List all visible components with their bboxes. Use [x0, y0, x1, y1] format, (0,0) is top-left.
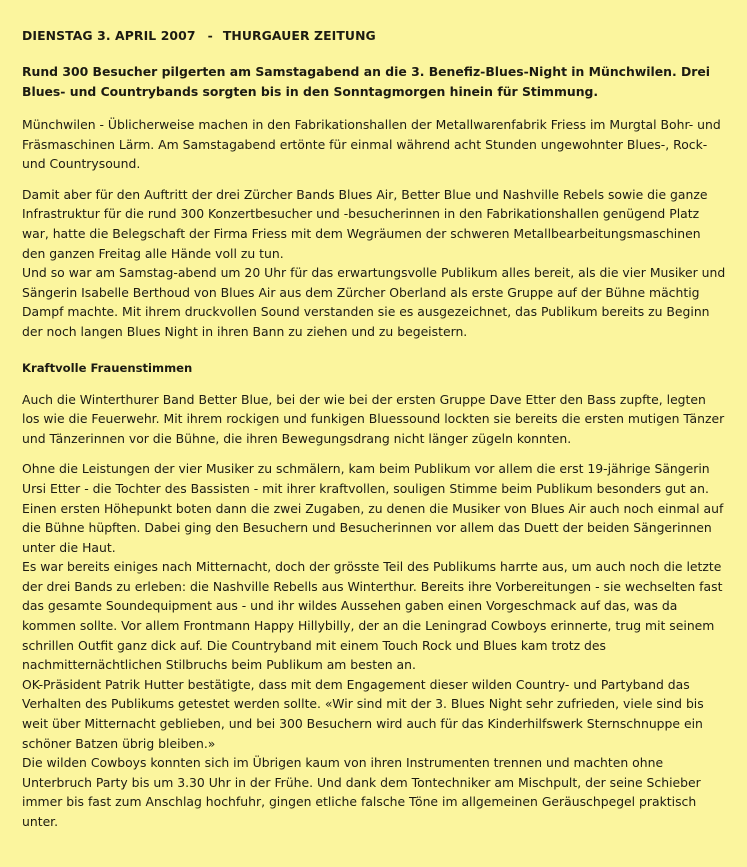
dateline: [22, 28, 727, 43]
paragraph-8: Die wilden Cowboys konnten sich im Übrigen kaum von ihren Instrumenten trennen und machten ohne Unterbruch Party bis um 3.30 Uhr in der Frühe. Und dank dem Tontechniker am Mischpult, der seine Schieber immer bis fast zum Anschlag hochfuhr, gingen etliche falsche Töne im allgemeinen Geräuschpegel praktisch unter.: [22, 755, 701, 829]
subheading: Kraftvolle Frauenstimmen: [22, 360, 193, 375]
paragraph-3: Und so war am Samstag-abend um 20 Uhr für das erwartungsvolle Publikum alles bereit, als die vier Musiker und Sängerin Isabelle Berthoud von Blues Air aus dem Zürcher Oberland als erste Gruppe auf der Bühne mächtig Dampf machte. Mit ihrem druckvollen Sound verstanden sie es ausgezeichnet, das Publikum bereits zu Beginn der noch langen Blues Night in ihren Bann zu ziehen und zu begeistern.: [22, 265, 726, 339]
placeline: Münchwilen: [22, 117, 96, 132]
paragraph-1: [22, 115, 727, 174]
paragraph-4: Auch die Winterthurer Band Better Blue, bei der wie bei der ersten Gruppe Dave Etter den Bass zupfte, legten los wie die Feuerwehr. Mit ihrem rockigen und funkigen Bluessound lockten sie bereits die ersten mutigen Tänzer und Tänzerinnen vor die Bühne, die ihren Bewegungsdrang nicht länger zügeln konnten.: [22, 391, 725, 446]
paragraph-2: Damit aber für den Auftritt der drei Zürcher Bands Blues Air, Better Blue und Nashville Rebels sowie die ganze Infrastruktur für die rund 300 Konzertbesucher und -besucherinnen in den Fabrikationshallen genügend Platz war, hatte die Belegschaft der Firma Friess mit dem Wegräumen der schweren Metallbearbeitungsmaschinen den ganzen Freitag alle Hände voll zu tun.: [22, 186, 708, 261]
newspaper-name: THURGAUER ZEITUNG: [222, 28, 376, 43]
article-lead: Rund 300 Besucher pilgerten am Samstagabend an die 3. Benefiz-Blues-Night in Münchwilen. Drei Blues- und Countrybands sorgten bis in den Sonntagmorgen hinein für Stimmung.: [22, 64, 711, 99]
paragraph-6: Es war bereits einiges nach Mitternacht, doch der grösste Teil des Publikums harrte aus, um auch noch die letzte der drei Bands zu erleben: die Nashville Rebells aus Winterthur. Bereits ihre Vorbereitungen - sie wechselten fast das gesamte Soundequipment aus - und ihr wildes Aussehen gaben einen Vorgeschmack auf das, was da kommen sollte. Vor allem Frontmann Happy Hillybilly, der an die Leningrad Cowboys erinnerte, trug mit seinem schrillen Outfit ganz dick auf. Die Countryband mit einem Touch Rock und Blues kam trotz des nachmitternächtlichen Stilbruchs beim Publikum am besten an.: [22, 559, 723, 673]
publication-date: DIENSTAG 3. APRIL 2007: [22, 28, 196, 43]
paragraph-1-text: - Üblicherweise machen in den Fabrikationshallen der Metallwarenfabrik Friess im Murgtal Bohr- und Fräsmaschinen Lärm. Am Samstagabend ertönte für einmal während acht Stunden ungewohnter Blues-, Rock- und Countrysound.: [22, 117, 721, 172]
paragraph-5: Ohne die Leistungen der vier Musiker zu schmälern, kam beim Publikum vor allem die erst 19-jährige Sängerin Ursi Etter - die Tochter des Bassisten - mit ihrer kraftvollen, souligen Stimme beim Publikum besonders gut an. Einen ersten Höhepunkt boten dann die zwei Zugaben, zu denen die Musiker von Blues Air auch noch einmal auf die Bühne hüpften. Dabei ging den Besuchern und Besucherinnen vor allem das Duett der beiden Sängerinnen unter die Haut.: [22, 461, 724, 555]
dateline-separator: -: [207, 28, 213, 43]
paragraph-7: OK-Präsident Patrik Hutter bestätigte, dass mit dem Engagement dieser wilden Country- und Partyband das Verhalten des Publikums getestet werden sollte. «Wir sind mit der 3. Blues Night sehr zufrieden, viele sind bis weit über Mitternacht geblieben, und bei 300 Besuchern wird auch für das Kinderhilfswerk Sternschnuppe ein schöner Batzen übrig bleiben.»: [22, 676, 704, 751]
